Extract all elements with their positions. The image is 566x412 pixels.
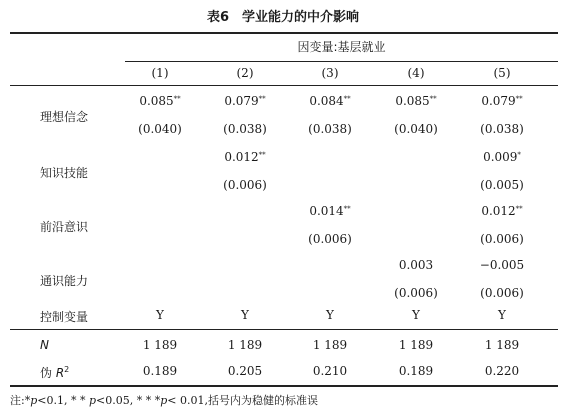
coefficient-cell: 0.085** bbox=[395, 94, 437, 108]
stat-cell: Y bbox=[412, 308, 420, 322]
standard-error-cell: (0.006) bbox=[308, 232, 352, 246]
stat-cell: 1 189 bbox=[312, 338, 348, 352]
stat-cell: 0.205 bbox=[227, 364, 263, 378]
coefficient-cell: 0.003 bbox=[398, 258, 434, 272]
standard-error-cell: (0.006) bbox=[223, 178, 267, 192]
coefficient-cell: 0.009* bbox=[483, 150, 521, 164]
standard-error-cell: (0.038) bbox=[223, 122, 267, 136]
row-label: 通识能力 bbox=[40, 274, 89, 288]
stat-cell: 1 189 bbox=[398, 338, 434, 352]
standard-error-cell: (0.006) bbox=[480, 232, 524, 246]
stat-label: 伪 $R^2$ bbox=[40, 365, 70, 380]
coefficient-cell: 0.014** bbox=[309, 204, 351, 218]
standard-error-cell: (0.038) bbox=[308, 122, 352, 136]
coefficient-cell: 0.012** bbox=[481, 204, 523, 218]
column-header: (1) bbox=[151, 66, 169, 80]
standard-error-cell: (0.038) bbox=[480, 122, 524, 136]
bottom-rule bbox=[10, 385, 558, 387]
standard-error-cell: (0.006) bbox=[480, 286, 524, 300]
coefficient-cell: 0.012** bbox=[224, 150, 266, 164]
standard-error-cell: (0.005) bbox=[480, 178, 524, 192]
row-label: 理想信念 bbox=[40, 110, 89, 124]
column-header: (4) bbox=[407, 66, 425, 80]
header-rule bbox=[10, 85, 558, 86]
row-label: 前沿意识 bbox=[40, 220, 89, 234]
dependent-variable-label: 因变量:基层就业 bbox=[297, 40, 386, 54]
stat-cell: 0.210 bbox=[312, 364, 348, 378]
coefficient-cell: 0.079** bbox=[224, 94, 266, 108]
stats-rule bbox=[10, 329, 558, 330]
standard-error-cell: (0.040) bbox=[138, 122, 182, 136]
column-header: (3) bbox=[321, 66, 339, 80]
row-label: 知识技能 bbox=[40, 166, 89, 180]
coefficient-cell: −0.005 bbox=[479, 258, 525, 272]
table-title: 表6 学业能力的中介影响 bbox=[206, 10, 360, 25]
stat-label: 控制变量 bbox=[40, 310, 89, 324]
column-header: (5) bbox=[493, 66, 511, 80]
stat-cell: 1 189 bbox=[227, 338, 263, 352]
stat-cell: 0.189 bbox=[142, 364, 178, 378]
stat-cell: Y bbox=[241, 308, 249, 322]
column-header: (2) bbox=[236, 66, 254, 80]
top-rule bbox=[10, 32, 558, 34]
standard-error-cell: (0.040) bbox=[394, 122, 438, 136]
stat-cell: 0.220 bbox=[484, 364, 520, 378]
stat-label: N bbox=[40, 338, 49, 352]
stat-cell: 1 189 bbox=[142, 338, 178, 352]
stat-cell: Y bbox=[326, 308, 334, 322]
stat-cell: 0.189 bbox=[398, 364, 434, 378]
stat-cell: Y bbox=[156, 308, 164, 322]
standard-error-cell: (0.006) bbox=[394, 286, 438, 300]
coefficient-cell: 0.085** bbox=[139, 94, 181, 108]
coefficient-cell: 0.084** bbox=[309, 94, 351, 108]
table-note: 注:*p<0.1, * * p<0.05, * * *p< 0.01,括号内为稳健的标准误 bbox=[10, 394, 318, 407]
coefficient-cell: 0.079** bbox=[481, 94, 523, 108]
stat-cell: 1 189 bbox=[484, 338, 520, 352]
stat-cell: Y bbox=[498, 308, 506, 322]
dependent-rule bbox=[125, 61, 558, 62]
